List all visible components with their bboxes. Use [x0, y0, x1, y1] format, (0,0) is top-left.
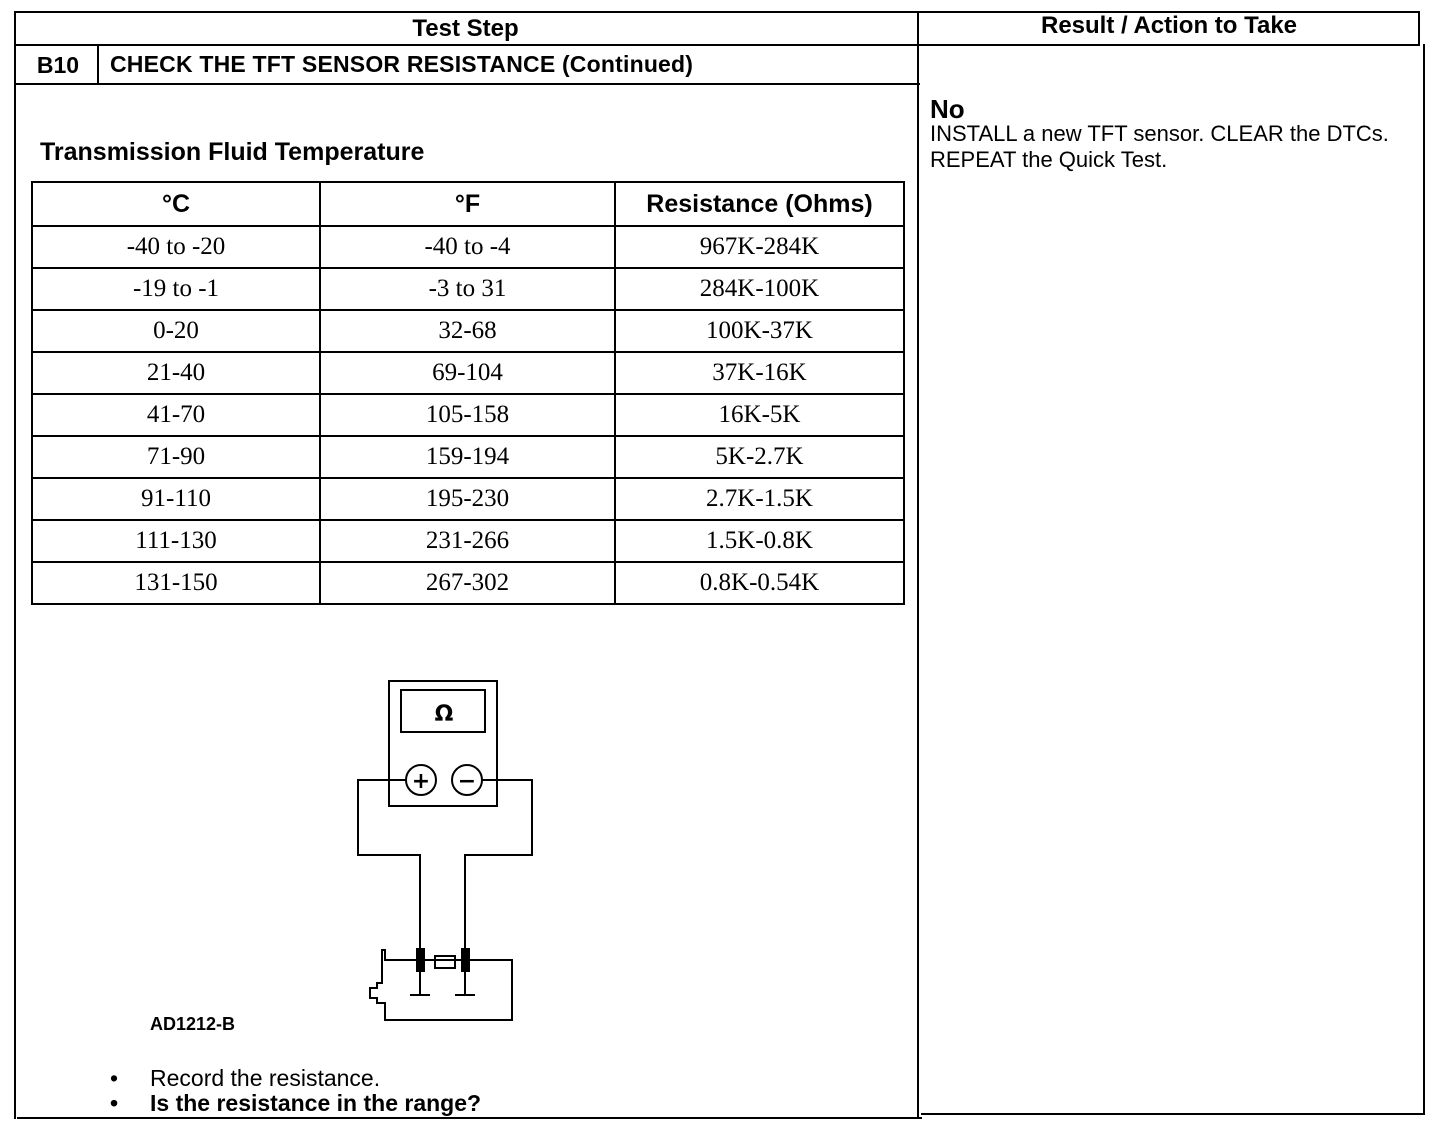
table-row — [32, 436, 904, 478]
ohmmeter-sensor-diagram — [340, 670, 550, 1030]
cell-resistance: 284K-100K — [615, 268, 904, 310]
frame-bottom-right-line — [921, 1113, 1425, 1115]
cell-fahrenheit: -40 to -4 — [320, 226, 615, 268]
connector-latch — [435, 956, 455, 968]
cell-resistance: 100K-37K — [615, 310, 904, 352]
column-header-fahrenheit: °F — [320, 182, 615, 226]
cell-celsius: 41-70 — [32, 394, 320, 436]
table-header-row — [32, 182, 904, 226]
table-row — [32, 352, 904, 394]
cell-fahrenheit: -3 to 31 — [320, 268, 615, 310]
list-item — [110, 1091, 481, 1116]
table-row — [32, 226, 904, 268]
table-title: Transmission Fluid Temperature — [40, 138, 425, 166]
step-title: CHECK THE TFT SENSOR RESISTANCE (Continued) — [110, 51, 694, 77]
cell-celsius: 91-110 — [32, 478, 320, 520]
frame-left-line — [14, 11, 16, 1119]
positive-probe-tip — [416, 948, 425, 972]
cell-resistance: 16K-5K — [615, 394, 904, 436]
result-label: No — [930, 94, 965, 124]
cell-celsius: 111-130 — [32, 520, 320, 562]
column-header-resistance: Resistance (Ohms) — [615, 182, 904, 226]
cell-fahrenheit: 69-104 — [320, 352, 615, 394]
test-step-header: Test Step — [412, 15, 519, 42]
table-row — [32, 310, 904, 352]
connector-pin-left — [410, 972, 430, 995]
tft-sensor-connector-icon — [370, 950, 512, 1020]
table-row — [32, 562, 904, 604]
cell-celsius: 21-40 — [32, 352, 320, 394]
cell-resistance: 1.5K-0.8K — [615, 520, 904, 562]
cell-resistance: 2.7K-1.5K — [615, 478, 904, 520]
cell-celsius: -19 to -1 — [32, 268, 320, 310]
bullet-icon: • — [110, 1090, 119, 1116]
table-row — [32, 520, 904, 562]
cell-celsius: 71-90 — [32, 436, 320, 478]
cell-fahrenheit: 32-68 — [320, 310, 615, 352]
temperature-resistance-table — [31, 181, 905, 605]
cell-resistance: 0.8K-0.54K — [615, 562, 904, 604]
negative-probe-tip — [461, 948, 470, 972]
cell-celsius: -40 to -20 — [32, 226, 320, 268]
cell-celsius: 0-20 — [32, 310, 320, 352]
instruction-record: Record the resistance. — [150, 1065, 381, 1091]
cell-fahrenheit: 159-194 — [320, 436, 615, 478]
column-header-celsius: °C — [32, 182, 320, 226]
instruction-list — [110, 1066, 481, 1116]
bullet-icon: • — [110, 1065, 119, 1091]
cell-resistance: 5K-2.7K — [615, 436, 904, 478]
step-row-bottom-line — [14, 83, 920, 85]
cell-fahrenheit: 267-302 — [320, 562, 615, 604]
cell-fahrenheit: 195-230 — [320, 478, 615, 520]
minus-sign-icon: − — [457, 769, 477, 794]
column-divider-line — [917, 11, 919, 1119]
step-id: B10 — [36, 52, 80, 78]
connector-pin-right — [455, 972, 475, 995]
cell-fahrenheit: 105-158 — [320, 394, 615, 436]
list-item — [110, 1066, 481, 1091]
instruction-question: Is the resistance in the range? — [150, 1090, 482, 1116]
table-row — [32, 478, 904, 520]
frame-bottom-left-line — [17, 1117, 922, 1119]
plus-sign-icon: + — [411, 769, 431, 794]
result-action-text: INSTALL a new TFT sensor. CLEAR the DTCs. REPEAT the Quick Test. — [930, 121, 1389, 172]
figure-id-label: AD1212-B — [150, 1014, 236, 1034]
header-bottom-line — [14, 44, 1420, 46]
cell-resistance: 37K-16K — [615, 352, 904, 394]
cell-celsius: 131-150 — [32, 562, 320, 604]
frame-right-line — [1423, 44, 1425, 1115]
cell-fahrenheit: 231-266 — [320, 520, 615, 562]
result-action-header: Result / Action to Take — [1040, 12, 1298, 39]
table-row — [32, 268, 904, 310]
step-id-divider-line — [97, 44, 99, 84]
cell-resistance: 967K-284K — [615, 226, 904, 268]
ohm-symbol-icon: Ω — [434, 702, 454, 727]
table-row — [32, 394, 904, 436]
